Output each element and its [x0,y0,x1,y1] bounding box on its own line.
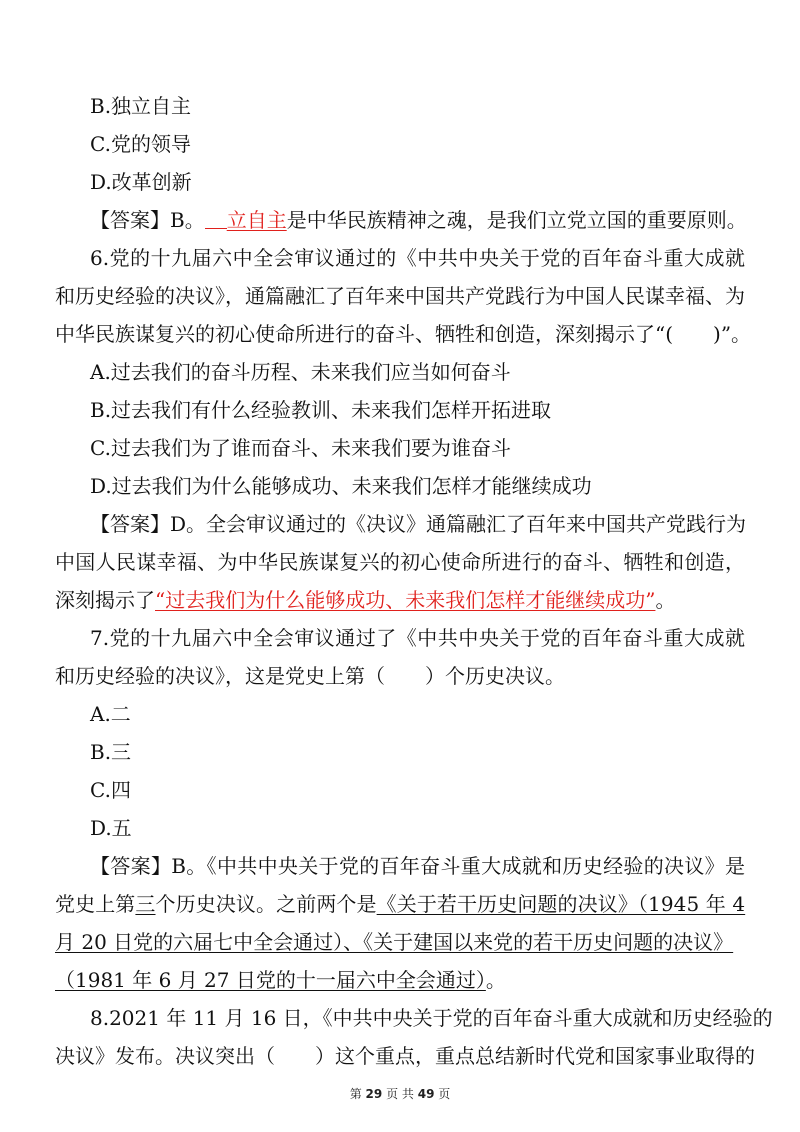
q6-option-c: C.过去我们为了谁而奋斗、未来我们要为谁奋斗 [90,436,511,460]
answer-underlined: （1981 年 6 月 27 日党的十一届六中全会通过） [55,968,486,992]
q5-option-d: D.改革创新 [90,170,192,194]
q5-answer [90,207,745,233]
q6-stem-line-2: 和历史经验的决议》，通篇融汇了百年来中国共产党践行为中国人民谋幸福、为 [55,284,745,308]
q6-answer-line-3 [55,587,745,613]
answer-text: 个历史决议。之前两个是 [155,892,377,916]
q5-option-c: C.党的领导 [90,132,191,156]
answer-text: 党史上第 [55,892,136,916]
answer-label: 【答案】B。 [90,208,205,232]
answer-underlined: 《关于若干历史问题的决议》（1945 年 4 [376,892,746,916]
q5-option-b: B.独立自主 [90,94,192,118]
q7-stem-line-1: 7.党的十九届六中全会审议通过了《中共中央关于党的百年奋斗重大成就 [90,626,745,650]
q7-option-a: A.二 [90,702,131,726]
q7-option-c: C.四 [90,778,131,802]
q8-stem-line-1: 8.2021 年 11 月 16 日，《中共中央关于党的百年奋斗重大成就和历史经验的 [90,1006,773,1030]
answer-highlight: “过去我们为什么能够成功、未来我们怎样才能继续成功” [155,588,656,612]
answer-text-end: 。 [655,588,676,612]
answer-text: 深刻揭示了 [55,588,155,612]
q7-option-b: B.三 [90,740,132,764]
q6-answer-line-2: 中国人民谋幸福、为中华民族谋复兴的初心使命所进行的奋斗、牺牲和创造， [55,550,745,574]
q7-answer-line-4 [55,967,745,993]
q6-option-b: B.过去我们有什么经验教训、未来我们怎样开拓进取 [90,398,552,422]
q6-option-d: D.过去我们为什么能够成功、未来我们怎样才能继续成功 [90,474,592,498]
answer-text-end: 。 [485,968,506,992]
answer-highlight: 三 [135,892,156,916]
page-footer [0,1086,800,1102]
q6-stem-line-1: 6.党的十九届六中全会审议通过的《中共中央关于党的百年奋斗重大成就 [90,246,745,270]
q7-answer-line-3: 月 20 日党的六届七中全会通过）、《关于建国以来党的若干历史问题的决议》 [55,930,734,954]
q7-option-d: D.五 [90,816,132,840]
answer-highlight: 立自主 [226,208,287,232]
q6-option-a: A.过去我们的奋斗历程、未来我们应当如何奋斗 [90,360,511,384]
q7-stem-line-2: 和历史经验的决议》，这是党史上第（ ）个历史决议。 [55,664,565,688]
answer-blank [205,208,227,229]
q7-answer-line-2 [55,891,745,917]
answer-text: 是中华民族精神之魂，是我们立党立国的重要原则。 [286,208,747,232]
footer-mid: 页 共 [386,1087,414,1101]
total-page-count: 49 [417,1087,435,1101]
footer-suffix: 页 [438,1087,451,1101]
footer-prefix: 第 [349,1087,362,1101]
q8-stem-line-2: 决议》发布。决议突出（ ）这个重点，重点总结新时代党和国家事业取得的 [55,1044,755,1068]
q6-stem-line-3: 中华民族谋复兴的初心使命所进行的奋斗、牺牲和创造，深刻揭示了“( )”。 [55,322,752,346]
q6-answer-line-1: 【答案】D。全会审议通过的《决议》通篇融汇了百年来中国共产党践行为 [90,512,747,536]
q7-answer-line-1: 【答案】B。《中共中央关于党的百年奋斗重大成就和历史经验的决议》是 [90,854,745,878]
current-page-number: 29 [365,1087,383,1101]
